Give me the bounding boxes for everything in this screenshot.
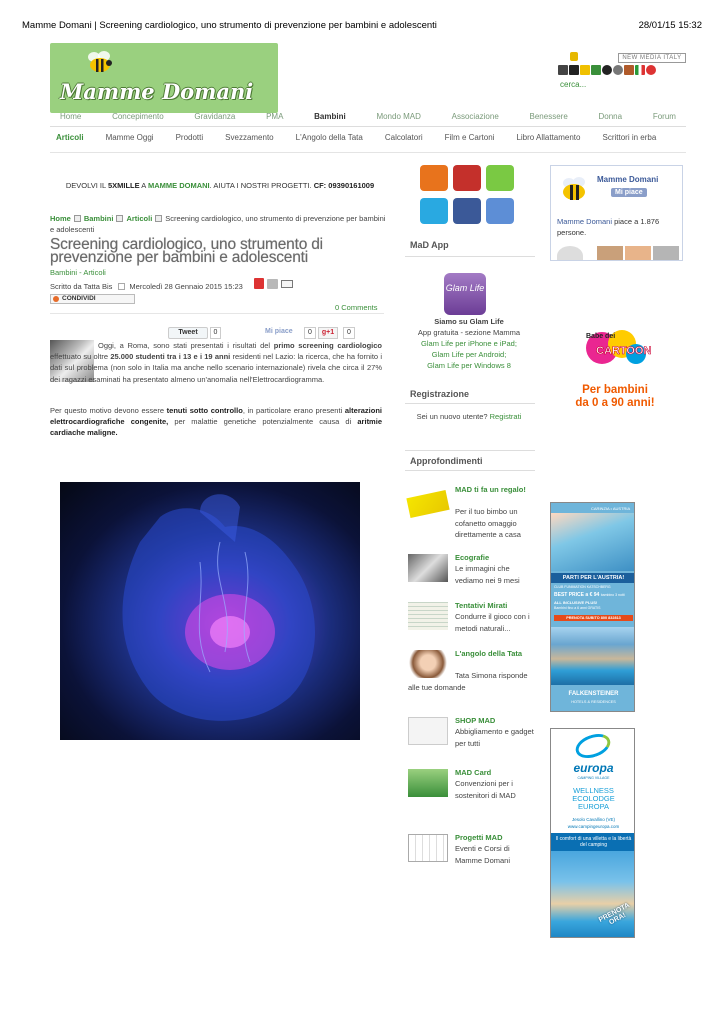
primary-nav [50,112,686,121]
facebook-like-button[interactable]: Mi piace [611,188,647,197]
apple-icon[interactable] [646,65,656,75]
pdf-icon[interactable] [254,278,264,289]
europa-cta[interactable]: PRENOTA ORA! [597,901,631,927]
document-icon[interactable] [558,65,568,75]
divider [405,450,535,451]
divider [405,403,535,404]
smiley-icon[interactable] [602,65,612,75]
avatar[interactable] [597,246,623,261]
gplus-count: 0 [343,327,355,339]
appro-desc: Convenzioni per i sostenitori di MAD [455,779,516,800]
europa-location: Jesolo Cavallino (VE) [571,817,616,822]
like-button[interactable]: Mi piace [265,328,293,335]
gift-box-icon [406,490,449,518]
subnav-item[interactable]: L'Angolo della Tata [295,133,363,142]
approfondimenti-title: Approfondimenti [410,456,483,466]
subnav-item[interactable]: Film e Cartoni [444,133,495,142]
paragraph-bold: aritmie cardiache maligne. [50,417,382,438]
appro-item-tata[interactable] [408,648,536,704]
nav-item[interactable]: Donna [598,112,623,121]
nav-item[interactable]: Mondo MAD [376,112,421,121]
appro-desc: Abbigliamento e gadget per tutti [455,727,534,748]
bee-icon[interactable] [580,65,590,75]
donation-banner [60,180,380,191]
nav-item[interactable]: Concepimento [112,112,164,121]
breadcrumb-articoli[interactable]: Articoli [126,214,153,223]
search-link[interactable]: cerca... [560,80,587,89]
article-title: Screening cardiologico, uno strumento di prevenzione per bambini e adolescenti [50,236,323,266]
appro-title[interactable]: MAD ti fa un regalo! [455,485,526,494]
appro-title[interactable]: SHOP MAD [455,716,496,725]
donation-brand[interactable]: MAMME DOMANI [147,181,210,190]
subnav-item[interactable]: Prodotti [175,133,204,142]
divider [405,256,535,257]
nav-item[interactable]: Home [60,112,82,121]
ad-badge: CARINZIA • AUSTRIA [591,506,631,511]
appro-item-progetti[interactable] [408,832,536,872]
paragraph-text: residenti nel Lazio: la ricerca, che ha fornito i dati sul problema (non solo in Italia ma anche nello scenario internazionale) rivela che circa il 27% dei ragazzi esaminati ha presentato almeno un'anomalia nell'Elettrocardiogramma. [50,352,382,384]
facebook-icon[interactable] [453,198,481,224]
heart-illustration [60,482,360,740]
appro-desc: Le immagini che vediamo nei 9 mesi [455,564,520,585]
ad-brand: FALKENSTEINER [568,691,619,697]
nav-item[interactable]: Associazione [451,112,499,121]
friendfeed-icon[interactable] [486,198,514,224]
cartoon-ad[interactable] [560,320,670,420]
appro-title[interactable]: Tentativi Mirati [455,601,508,610]
divider [405,470,535,471]
ad-kids: Bambini fino a 6 anni GRATIS [554,606,601,610]
shopping-cart-icon [408,717,448,745]
appro-desc: Per il tuo bimbo un cofanetto omaggio direttamente a casa [455,507,521,539]
appro-title[interactable]: MAD Card [455,768,492,777]
calendar-icon [118,283,125,290]
paragraph-bold: alterazioni elettrocardiografiche congenite, [50,406,382,427]
paragraph-text: per malattie genetiche potenzialmente causa di [168,417,358,427]
appro-item-shop[interactable] [408,715,536,755]
divider [50,313,384,314]
cartoon-tagline-1: Per bambini [582,384,648,396]
flag-icon[interactable] [635,65,645,75]
paragraph-text: effettuato su oltre [50,352,111,362]
appro-item-regalo[interactable] [408,484,536,544]
paragraph-text: , in particolare erano presenti [242,406,345,415]
subnav-item[interactable]: Calcolatori [384,133,423,142]
cartoon-tagline [560,384,670,410]
facebook-page-link[interactable]: Mamme Domani [557,217,613,226]
europa-logo-icon [572,730,613,763]
appro-desc: Eventi e Corsi di Mamme Domani [455,844,511,865]
register-link[interactable]: Registrati [489,412,522,421]
comments-link[interactable]: 0 Comments [335,303,378,312]
appro-item-ecografie[interactable] [408,552,536,592]
ultrasound-icon [408,554,448,582]
subnav-item-active[interactable]: Articoli [56,133,84,142]
breadcrumb-bambini[interactable]: Bambini [83,214,114,223]
youtube-icon[interactable] [453,165,481,191]
subnav-item[interactable]: Scrittori in erba [602,133,657,142]
print-icon[interactable] [267,279,278,289]
breadcrumb-separator-icon [116,215,123,222]
glam-life-logo[interactable]: Glam Life [444,273,486,315]
newmedia-badge[interactable]: NEW MEDIA ITALY [618,53,686,63]
appro-desc: Condurre il gioco con i metodi naturali... [455,612,530,633]
ad-photo [551,513,635,571]
article-paragraph-2 [50,405,382,439]
appro-title[interactable]: L'angolo della Tata [455,649,523,658]
soccer-icon[interactable] [613,65,623,75]
secondary-nav [50,133,686,142]
glam-link-android[interactable]: Glam Life per Android; [431,350,507,359]
paragraph-bold: tenuti sotto controllo [166,406,243,415]
bee-icon [85,51,115,73]
blog-icon[interactable] [486,165,514,191]
paragraph-text: Per questo motivo devono essere [50,406,167,415]
donation-5xmille: 5XMILLE [107,181,140,190]
share-button[interactable]: CONDIVIDI [50,294,135,304]
leaf-icon[interactable] [591,65,601,75]
registration-text [405,412,533,421]
twitter-icon[interactable] [420,198,448,224]
article-paragraph-1 [50,340,382,385]
glam-link-windows[interactable]: Glam Life per Windows 8 [427,361,511,370]
ad-plus: ALL INCLUSIVE PLUS! [554,600,598,605]
email-icon[interactable] [281,280,293,288]
article-date: Mercoledì 28 Gennaio 2015 15:23 [129,282,243,291]
nav-divider [50,126,686,127]
europa-brand: europa [573,761,614,775]
avatar[interactable] [625,246,651,261]
breadcrumb-current: Screening cardiologico, uno strumento di prevenzione per bambini e adolescenti [50,214,386,234]
appro-desc: Tata Simona risponde alle tue domande [408,671,528,692]
ad-club: CLUB FUNIMATION KATSCHBERG [554,585,611,589]
europa-brand-sub: CAMPING VILLAGE [577,776,610,780]
gplus-label: +1 [326,329,335,336]
avatar[interactable] [653,246,679,261]
donation-cf: CF: 09390161009 [313,181,375,190]
europa-camping-ad[interactable] [550,728,635,938]
donation-text: DEVOLVI IL [65,181,108,190]
glam-link-iphone[interactable]: Glam Life per iPhone e iPad; [421,339,517,348]
avatar-icon[interactable] [624,65,634,75]
breadcrumb-home[interactable]: Home [50,214,71,223]
like-count: 0 [304,327,316,339]
glam-heading: Siamo su Glam Life [434,317,504,326]
ad-brand-sub: HOTELS & RESIDENCES [571,700,616,704]
glam-sub: App gratuita - sezione Mamma [417,328,521,337]
registration-title: Registrazione [410,389,470,399]
donation-text: . AIUTA I NOSTRI PROGETTI. [209,181,314,190]
breadcrumb-separator-icon [155,215,162,222]
tweet-button[interactable]: Tweet [168,327,208,339]
subnav-item[interactable]: Libro Allattamento [516,133,581,142]
ad-cta[interactable]: PRENOTA SUBITO 800 832813 [554,615,633,621]
nav-item[interactable]: Forum [652,112,676,121]
subnav-item[interactable]: Mamme Oggi [105,133,154,142]
ad-resort-photo [551,627,635,685]
europa-url[interactable]: www.campingeuropa.com [567,824,620,829]
facebook-likes-text [557,216,677,238]
cartoon-logo-b: CARTOON [596,345,652,357]
facebook-faces [557,246,677,261]
facebook-like-box [550,165,683,261]
europa-claim: Il comfort di una villetta e la libertà del camping [551,833,635,851]
ad-price-note: bambino 3 notti [600,593,625,597]
facebook-count-text: piace a 1.876 persone. [557,217,660,237]
calendar-icon [408,834,448,862]
nav-item[interactable]: Gravidanza [194,112,236,121]
nav-divider [50,152,686,153]
cartoon-logo [574,324,654,372]
avatar[interactable] [557,246,583,261]
nav-item[interactable]: PMA [266,112,284,121]
appro-item-tentativi[interactable] [408,600,536,640]
glam-life-info [405,316,533,371]
appro-title[interactable]: Ecografie [455,553,490,562]
appro-title[interactable]: Progetti MAD [455,833,503,842]
mad-card-icon [408,769,448,797]
subnav-item[interactable]: Svezzamento [225,133,274,142]
breadcrumb [50,213,390,235]
rss-icon[interactable] [420,165,448,191]
article-meta [50,282,243,291]
lock-icon[interactable] [570,52,578,61]
site-logo[interactable] [50,43,278,113]
print-datetime: 28/01/15 15:32 [638,20,702,31]
logo-text: Mamme Domani [60,79,254,104]
europa-photo [551,851,635,938]
ad-price-value: BEST PRICE a € 94 [554,592,600,598]
mad-app-title: MaD App [410,240,449,250]
falkensteiner-ad[interactable] [550,502,635,712]
print-page-title: Mamme Domani | Screening cardiologico, uno strumento di prevenzione per bambini e adolescenti [22,20,437,31]
chart-icon [408,602,448,630]
phone-icon[interactable] [569,65,579,75]
paragraph-bold: primo screening cardiologico [273,341,382,350]
social-icons [420,165,516,227]
donation-text: A [139,181,148,190]
breadcrumb-separator-icon [74,215,81,222]
ad-price [554,592,625,598]
ad-headline: PARTI PER L'AUSTRIA! [551,573,635,583]
article-author: Scritto da Tatta Bis [50,282,113,291]
paragraph-text: Oggi, a Roma, sono stati presentati i risultati del [98,341,274,350]
nav-item-active[interactable]: Bambini [314,112,346,121]
cartoon-tagline-2: da 0 a 90 anni! [575,397,655,409]
appro-item-madcard[interactable] [408,767,536,807]
cartoon-logo-a: Babe dei [586,333,616,340]
paragraph-bold: 25.000 studenti tra i 13 e i 19 anni [110,352,231,362]
europa-wellness: WELLNESS ECOLODGE EUROPA [572,786,615,811]
bee-icon [559,174,589,204]
registration-prompt: Sei un nuovo utente? [416,412,490,421]
partner-icons [558,52,686,76]
nav-item[interactable]: Benessere [529,112,568,121]
facebook-page-name[interactable]: Mamme Domani [597,175,659,184]
gplus-button[interactable]: g+1 [318,327,338,339]
article-categories[interactable]: Bambini - Articoli [50,268,106,277]
tweet-count: 0 [210,327,221,339]
